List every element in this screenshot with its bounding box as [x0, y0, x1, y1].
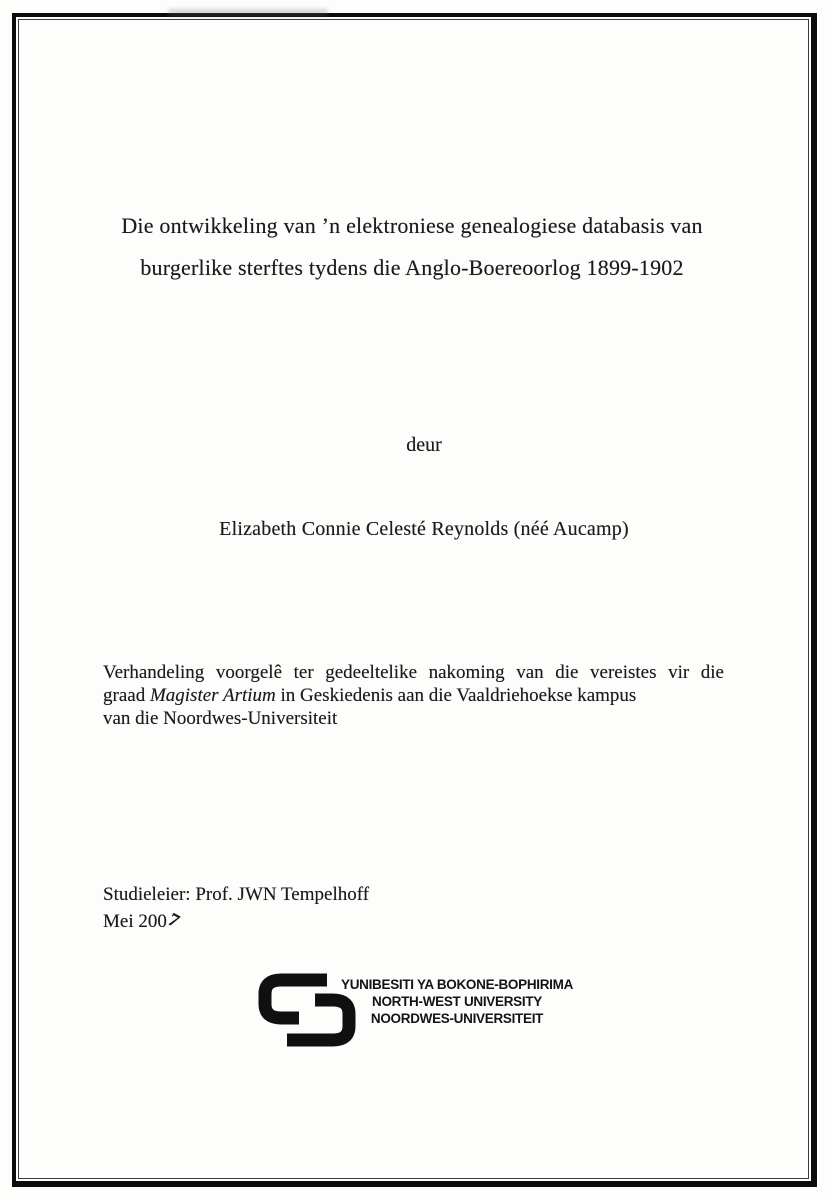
- date-prefix: Mei 200: [103, 911, 167, 932]
- degree-statement: [103, 661, 724, 730]
- logo-line-english: NORTH-WEST UNIVERSITY: [372, 993, 542, 1009]
- date-last-digit: 7: [164, 909, 183, 933]
- degree-statement-line-1: Verhandeling voorgelê ter gedeeltelike nakoming van die vereistes vir die: [103, 662, 724, 683]
- degree-statement-line-2: [103, 684, 724, 707]
- degree-statement-line-2-suffix: in Geskiedenis aan die Vaaldriehoekse kampus: [275, 685, 637, 706]
- thesis-title-line-1: Die ontwikkeling van ’n elektroniese genealogiese databasis van: [121, 213, 703, 238]
- date-line: [103, 908, 369, 935]
- author-name: Elizabeth Connie Celesté Reynolds (néé Aucamp): [219, 518, 629, 540]
- supervisor-line: Studieleier: Prof. JWN Tempelhoff: [103, 884, 370, 905]
- degree-statement-line-3: van die Noordwes-Universiteit: [103, 708, 338, 729]
- thesis-title-line-2: burgerlike sterftes tydens die Anglo-Boereoorlog 1899-1902: [140, 255, 684, 280]
- degree-name-italic: Magister Artium: [149, 685, 276, 706]
- scan-smudge: [168, 9, 328, 16]
- logo-line-afrikaans: NOORDWES-UNIVERSITEIT: [370, 1010, 544, 1026]
- thesis-title: [82, 205, 742, 289]
- university-logo-wordmark: [334, 977, 580, 1027]
- supervisor-block: [103, 881, 369, 935]
- logo-line-setswana: YUNIBESITI YA BOKONE-BOPHIRIMA: [340, 977, 574, 992]
- degree-statement-line-2-prefix: graad: [103, 685, 150, 706]
- byline-label: deur: [406, 434, 442, 456]
